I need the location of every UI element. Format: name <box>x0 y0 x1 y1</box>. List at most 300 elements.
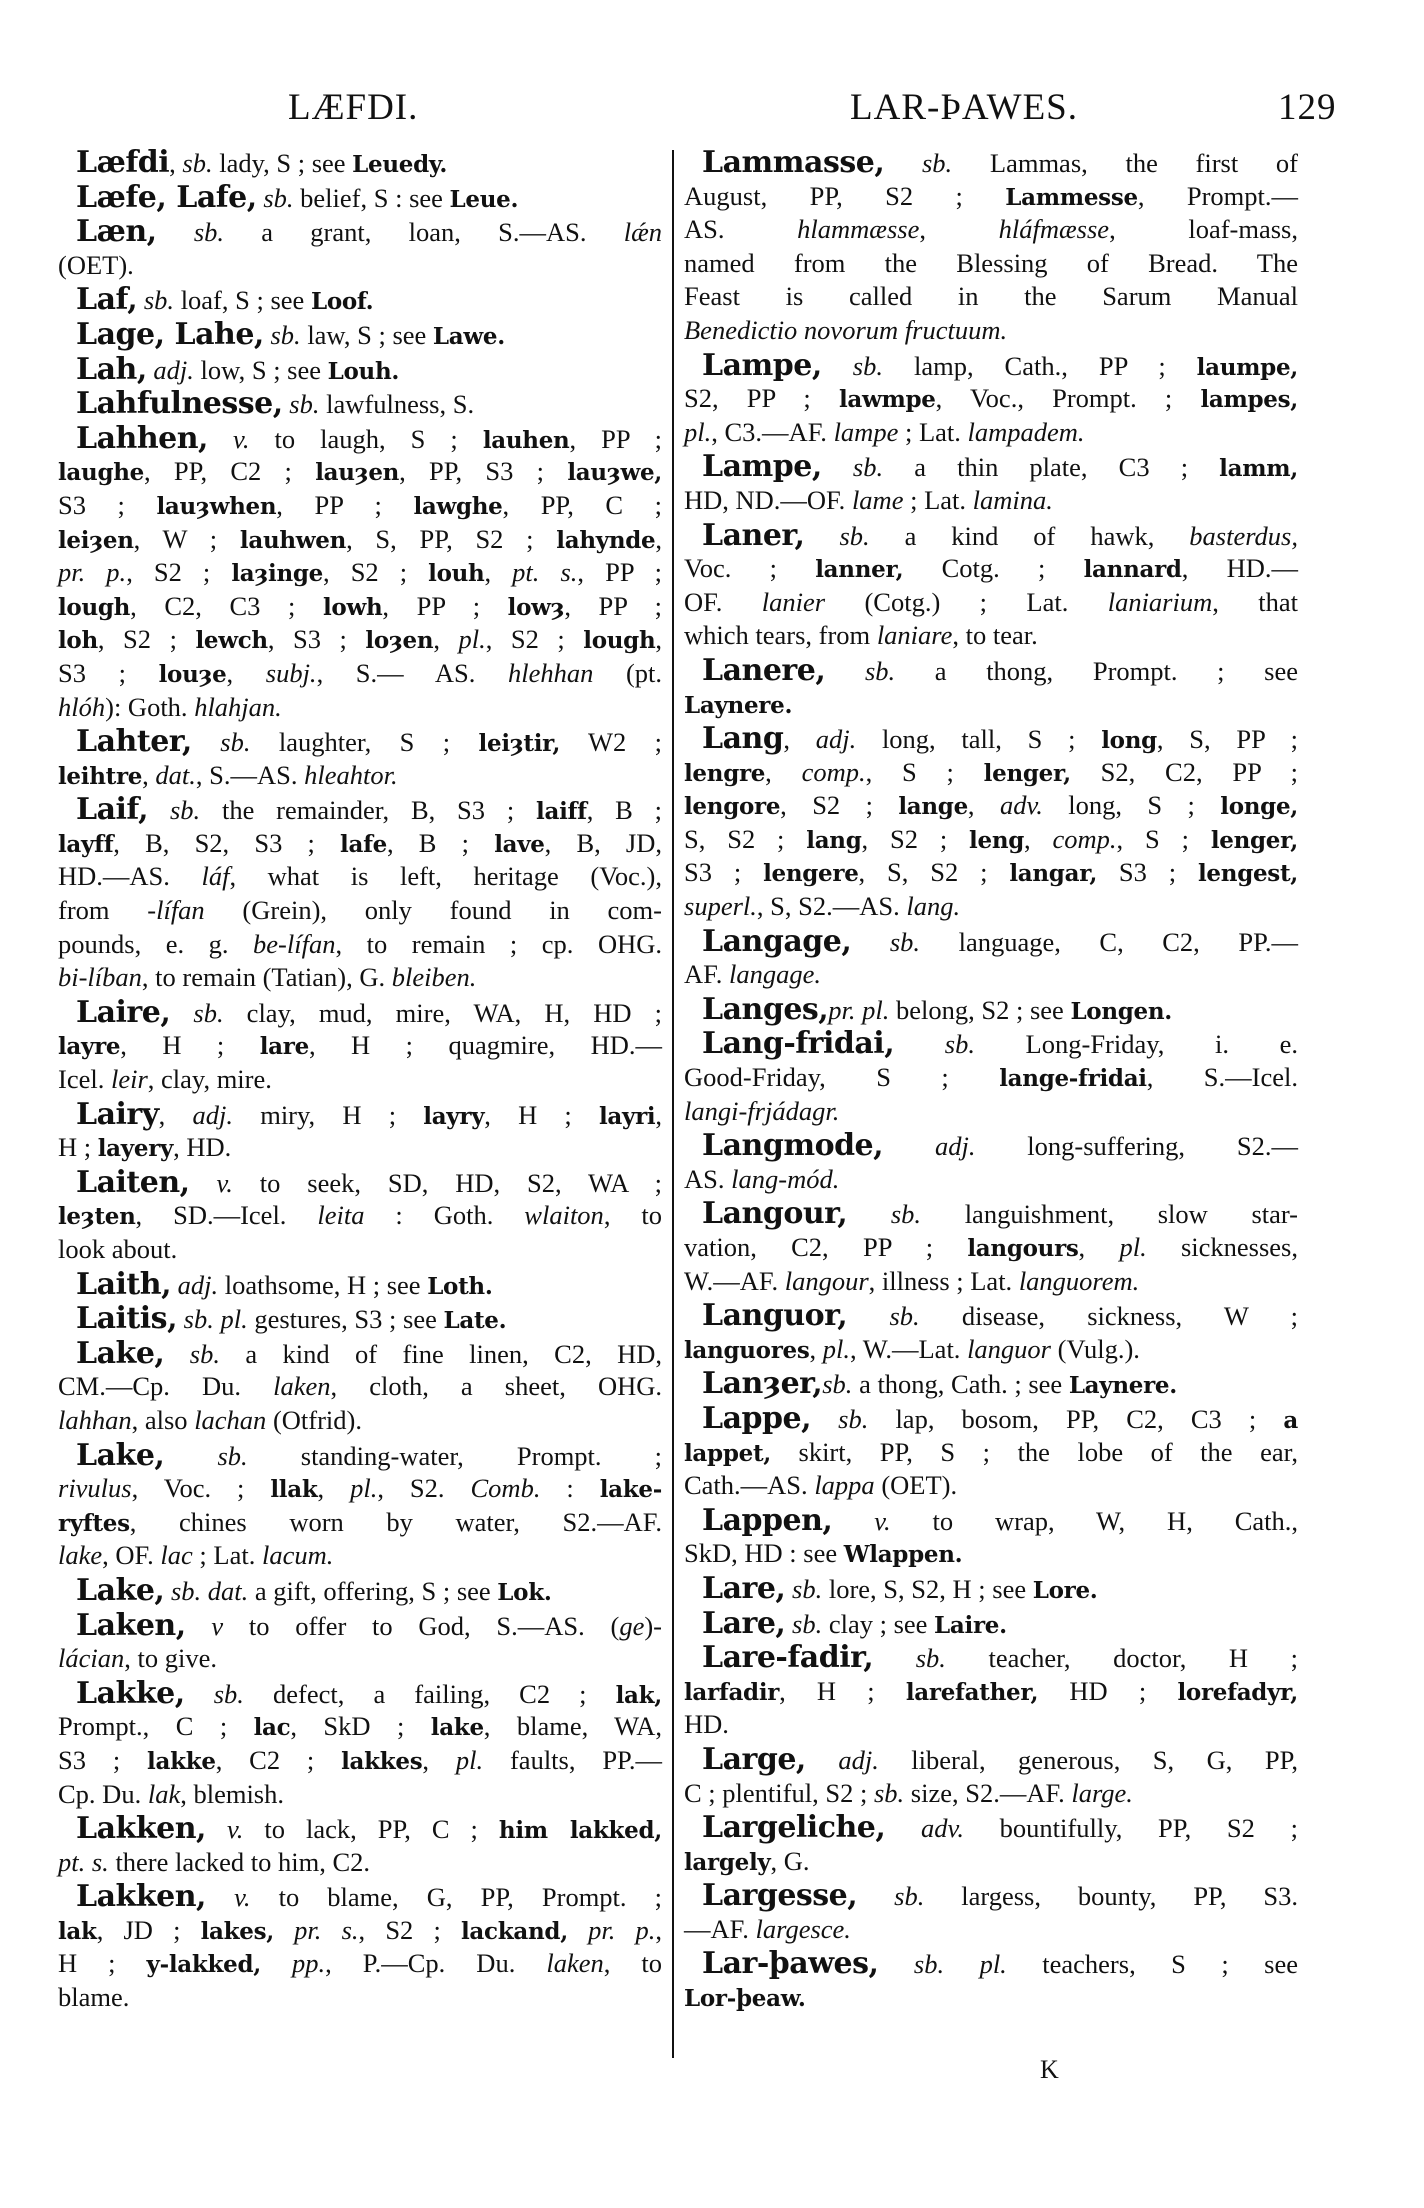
headword: Lampe, <box>702 449 822 485</box>
italic-text: adj. <box>815 724 857 755</box>
text: , <box>655 624 662 655</box>
entry-headline <box>58 215 662 249</box>
headword: Lahhen, <box>76 420 208 456</box>
text <box>822 452 853 482</box>
text: , S, S2 ; <box>858 857 1010 888</box>
entry-line <box>684 1981 1298 2015</box>
italic-text: Benedictio novorum fructuum. <box>684 314 1008 345</box>
entry-headline <box>684 1572 1298 1606</box>
entry-line <box>684 1436 1298 1470</box>
variant-form: lengore <box>684 793 781 821</box>
text: , B, JD, <box>544 827 662 858</box>
text: law, S ; see <box>300 319 433 350</box>
variant-form: Leuedy. <box>352 151 448 178</box>
text: belong, S2 ; see <box>889 994 1071 1025</box>
italic-text: adv. <box>999 790 1043 821</box>
text: , S2 ; <box>780 790 899 821</box>
italic-text: lake <box>58 1540 103 1571</box>
text: August, PP, S2 ; <box>684 180 1006 211</box>
text: , <box>765 756 802 787</box>
italic-text: sb. <box>213 1678 244 1709</box>
text: S2, PP ; <box>684 383 839 414</box>
headword: Lahter, <box>76 724 192 760</box>
entry-line <box>684 1845 1298 1879</box>
text <box>851 927 890 957</box>
text: Lammas, the first of <box>952 148 1298 178</box>
text: , <box>317 1473 351 1504</box>
italic-text: lang-mód. <box>731 1163 840 1194</box>
entry-line <box>684 586 1298 620</box>
variant-form: Loof. <box>310 288 374 316</box>
variant-form: ryftes <box>58 1509 130 1537</box>
entry-headline <box>58 793 662 827</box>
italic-text: hlóh <box>58 691 106 722</box>
text: , to remain (Tatian), G. <box>141 962 392 993</box>
text: , to tear. <box>952 620 1038 651</box>
headword: Lah, <box>76 351 147 387</box>
entry-line <box>684 213 1298 247</box>
italic-text: lamina. <box>972 484 1053 515</box>
headword: Laf, <box>76 282 138 318</box>
italic-text: leir <box>110 1064 148 1095</box>
italic-text: sb. <box>921 148 953 178</box>
entry-line <box>58 523 662 557</box>
variant-form: lauȝwhen <box>156 492 277 520</box>
text <box>811 1404 838 1434</box>
headword: Lakken, <box>76 1879 206 1915</box>
text: , H ; <box>120 1030 260 1061</box>
italic-text: v. <box>234 1882 251 1913</box>
text: S3 ; <box>684 857 764 888</box>
text: S3 ; <box>58 657 159 688</box>
italic-text: adj. <box>192 1099 233 1130</box>
text: , S2 ; <box>358 1914 461 1945</box>
entry-line <box>684 314 1298 348</box>
entry-headline <box>684 1402 1298 1436</box>
text: long, tall, S ; <box>856 724 1102 755</box>
headword: Langage, <box>702 923 852 959</box>
text: , also <box>131 1404 195 1435</box>
variant-form: lahynde <box>556 526 656 554</box>
text: AS. <box>684 1163 732 1194</box>
italic-text: languor <box>967 1333 1051 1364</box>
text: S3 ; <box>58 489 157 520</box>
running-header-right: LAR-ÞAWES. <box>850 87 1079 128</box>
italic-text: hlammæsse <box>797 214 920 245</box>
text: , illness ; Lat. <box>868 1265 1019 1296</box>
text <box>822 351 853 381</box>
text <box>137 285 144 315</box>
variant-form: a <box>1283 1406 1298 1434</box>
variant-form: lorefadyr, <box>1177 1678 1298 1706</box>
entry-headline <box>58 146 662 180</box>
headword: Largeliche, <box>702 1810 886 1846</box>
entry-line <box>58 1981 662 2015</box>
text <box>832 1506 874 1536</box>
variant-form: Laire. <box>934 1611 1007 1639</box>
variant-form: languores <box>684 1336 810 1364</box>
headword: Laith, <box>76 1266 172 1302</box>
entry-line <box>58 1370 662 1404</box>
italic-text: lahhan <box>58 1404 132 1435</box>
text: , Prompt.— <box>1137 180 1298 211</box>
text: —AF. <box>684 1913 756 1944</box>
italic-text: langour <box>784 1265 869 1296</box>
entry-headline <box>58 422 662 456</box>
italic-text: superl. <box>684 891 757 922</box>
italic-text: sb. dat. <box>170 1575 249 1606</box>
text: Cath.—AS. <box>684 1470 815 1501</box>
text <box>261 1948 292 1978</box>
headword: Largesse, <box>702 1878 858 1914</box>
entry-line <box>58 1472 662 1506</box>
text: defect, a failing, C2 ; <box>243 1678 616 1709</box>
text: , <box>655 523 662 554</box>
text: to blame, G, PP, Prompt. ; <box>250 1882 662 1913</box>
entry-headline <box>58 318 662 352</box>
text: Feast is called in the Sarum Manual <box>684 281 1298 312</box>
entry-line <box>58 657 662 691</box>
text: , to <box>603 1200 662 1231</box>
italic-text: sb. pl. <box>913 1949 1007 1980</box>
variant-form: lappet, <box>684 1439 771 1467</box>
text: , cloth, a sheet, OHG. <box>330 1371 662 1402</box>
entry-headline <box>58 1609 662 1643</box>
text: belief, S : see <box>293 182 450 213</box>
variant-form: him lakked, <box>498 1817 663 1845</box>
text: lore, S, S2, H ; see <box>822 1573 1033 1604</box>
text: Cotg. ; <box>903 553 1084 584</box>
italic-text: adj. <box>934 1131 976 1162</box>
italic-text: sb. <box>894 1881 925 1912</box>
variant-form: lange <box>898 793 968 821</box>
text <box>164 1441 217 1471</box>
text: largess, bounty, PP, S3. <box>924 1881 1299 1912</box>
text <box>148 795 170 825</box>
italic-text: pt. s. <box>512 557 578 588</box>
text <box>884 148 922 178</box>
headword: Langmode, <box>702 1128 884 1164</box>
text <box>192 727 220 757</box>
text: HD, ND.—OF. <box>684 484 852 515</box>
text: , PP ; <box>564 590 662 621</box>
italic-text: pl. <box>684 416 712 447</box>
italic-text: largesce. <box>755 1913 851 1944</box>
headword: Languor, <box>702 1298 848 1334</box>
variant-form: Laynere. <box>684 691 793 719</box>
italic-text: hleahtor. <box>304 759 398 790</box>
entry-line <box>58 1404 662 1438</box>
text: , H ; <box>779 1675 906 1706</box>
text <box>785 1609 792 1639</box>
text: , S.— AS. <box>316 657 508 688</box>
left-column <box>58 146 662 2015</box>
text: , <box>422 1744 456 1775</box>
entry-headline <box>684 1367 1298 1401</box>
entry-headline <box>684 1197 1298 1231</box>
text: to seek, SD, HD, S2, WA ; <box>232 1167 662 1198</box>
italic-text: lǽn <box>623 217 663 248</box>
italic-text: v. <box>874 1505 891 1536</box>
headword: Lar-þawes, <box>702 1946 879 1982</box>
entry-headline <box>684 1743 1298 1777</box>
entry-line <box>684 484 1298 518</box>
text: , <box>142 759 156 790</box>
text: , clay, mire. <box>147 1064 272 1095</box>
italic-text: pl. <box>1119 1232 1147 1262</box>
variant-form: lackand, <box>461 1917 568 1945</box>
entry-line <box>684 856 1298 890</box>
italic-text: hlehhan <box>507 657 594 688</box>
italic-text: lac <box>160 1540 193 1571</box>
text: languishment, slow star- <box>921 1199 1299 1230</box>
entry-line <box>684 180 1298 214</box>
text: gestures, S3 ; see <box>247 1304 444 1335</box>
text: , PP, C2 ; <box>144 456 316 487</box>
entry-line <box>58 1539 662 1573</box>
entry-line <box>684 1913 1298 1947</box>
entry-line <box>684 958 1298 992</box>
entry-line <box>684 890 1298 924</box>
entry-line <box>58 455 662 489</box>
text: , to <box>603 1948 662 1979</box>
text: AS. <box>684 214 798 245</box>
text: , PP, C ; <box>502 489 663 520</box>
text: , chines worn by water, S2.—AF. <box>129 1506 662 1537</box>
text: long, S ; <box>1042 790 1221 821</box>
text: , W.—Lat. <box>850 1333 968 1364</box>
text: H ; <box>58 1132 98 1163</box>
headword: Lare, <box>702 1570 786 1606</box>
variant-form: laȝinge <box>231 560 324 588</box>
text: , S2. <box>377 1473 471 1504</box>
text <box>885 1813 921 1843</box>
variant-form: laumpe, <box>1196 353 1298 381</box>
italic-text: wlaiton <box>524 1200 604 1231</box>
entry-headline <box>684 1607 1298 1641</box>
variant-form: lawghe <box>413 492 503 520</box>
text: look about. <box>58 1234 178 1264</box>
italic-text: sb. <box>889 1301 920 1332</box>
text: a thin plate, C3 ; <box>883 452 1220 483</box>
entry-line <box>58 1846 662 1880</box>
text: blame. <box>58 1982 130 2013</box>
italic-text: sb. <box>890 1199 922 1230</box>
entry-headline <box>684 654 1298 688</box>
text: , C2 ; <box>215 1744 342 1775</box>
right-column <box>684 146 1298 2015</box>
text <box>190 1168 217 1198</box>
italic-text: sb. <box>193 997 224 1028</box>
text: to laugh, S ; <box>249 423 483 454</box>
variant-form: Late. <box>443 1307 507 1335</box>
variant-form: lowh <box>322 593 383 621</box>
variant-form: y-lakked, <box>146 1951 261 1979</box>
italic-text: sb. <box>143 285 175 316</box>
variant-form: lakkes <box>341 1747 423 1775</box>
text <box>177 1304 184 1334</box>
text: SkD, HD : see <box>684 1538 844 1569</box>
variant-form: Lammesse <box>1005 183 1138 211</box>
headword: Lakken, <box>76 1811 206 1847</box>
variant-form: lenger, <box>983 759 1071 787</box>
italic-text: pr. s. <box>294 1914 359 1945</box>
entry-headline <box>684 1129 1298 1163</box>
entry-line <box>58 1199 662 1233</box>
entry-line <box>58 1233 662 1267</box>
text: , C3.—AF. <box>711 416 834 447</box>
italic-text: adj. <box>838 1744 879 1775</box>
entry-line <box>58 1710 662 1744</box>
entry-line <box>684 1675 1298 1709</box>
text: named from the Blessing of Bread. The <box>684 247 1298 278</box>
text: the remainder, B, S3 ; <box>200 795 537 826</box>
variant-form: leiȝtir, <box>478 730 561 758</box>
text: Long-Friday, i. e. <box>974 1029 1298 1060</box>
text: W2 ; <box>560 727 662 758</box>
text: a gift, offering, S ; see <box>248 1575 498 1606</box>
headword: Lappen, <box>702 1502 833 1538</box>
text: Voc. ; <box>684 553 816 584</box>
headword: Lakke, <box>76 1675 185 1711</box>
text: , that <box>1212 586 1298 617</box>
text: a kind of hawk, <box>869 520 1190 551</box>
text: lamp, Cath., PP ; <box>882 350 1197 381</box>
variant-form: lewch <box>195 627 268 655</box>
headword: Lanȝer, <box>702 1366 823 1402</box>
variant-form: lough <box>583 627 656 655</box>
entry-line <box>58 1778 662 1812</box>
italic-text: v <box>211 1610 224 1641</box>
entry-line <box>684 552 1298 586</box>
text: teachers, S ; see <box>1006 1949 1298 1980</box>
text: , B ; <box>586 795 663 826</box>
text: , <box>655 1914 662 1945</box>
text: faults, PP.— <box>483 1744 662 1775</box>
text <box>206 1814 227 1844</box>
entry-line <box>58 590 662 624</box>
variant-form: layry <box>423 1102 485 1130</box>
italic-text: laken <box>546 1948 604 1979</box>
text <box>805 521 840 551</box>
entry-line <box>58 1506 662 1540</box>
headword: Lampe, <box>702 347 822 383</box>
entry-line <box>58 1744 662 1778</box>
entry-headline <box>684 1811 1298 1845</box>
entry-line <box>58 489 662 523</box>
entry-headline <box>58 1880 662 1914</box>
text: skirt, PP, S ; the lobe of the ear, <box>770 1436 1298 1467</box>
text: , <box>967 790 1000 821</box>
variant-form: Lore. <box>1032 1576 1098 1604</box>
entry-line <box>58 1947 662 1981</box>
variant-form: lawmpe <box>838 386 936 414</box>
text: , H ; quagmire, HD.— <box>308 1030 662 1061</box>
variant-form: layff <box>58 830 114 858</box>
variant-form: lafe <box>340 830 388 858</box>
text: , <box>783 724 816 755</box>
text: : <box>540 1473 600 1504</box>
entry-line <box>684 688 1298 722</box>
entry-headline <box>684 722 1298 756</box>
text: , H ; <box>484 1099 599 1130</box>
variant-form: Louh. <box>327 357 400 385</box>
italic-text: v. <box>233 423 250 454</box>
italic-text: comp. <box>801 756 866 787</box>
entry-headline <box>684 1299 1298 1333</box>
text: Icel. <box>58 1064 111 1095</box>
headword: Laitis, <box>76 1301 178 1337</box>
text: Good-Friday, S ; <box>684 1062 1000 1093</box>
text: loathsome, H ; see <box>218 1269 428 1300</box>
italic-text: sb. <box>839 520 870 551</box>
text: , Voc. ; <box>131 1473 271 1504</box>
text <box>568 1915 588 1945</box>
text: , S, S2.—AS. <box>756 891 907 922</box>
text <box>878 1949 913 1979</box>
italic-text: leita <box>317 1200 365 1231</box>
entry-line <box>684 1095 1298 1129</box>
variant-form: lanner, <box>815 556 904 584</box>
italic-text: láf <box>201 861 230 892</box>
text: clay, mud, mire, WA, H, HD ; <box>223 997 662 1028</box>
entry-line <box>58 894 662 928</box>
italic-text: v. <box>216 1167 233 1198</box>
text: (Grein), only found in com- <box>204 895 662 926</box>
italic-text: sb. <box>889 926 921 957</box>
variant-form: lakke <box>147 1747 216 1775</box>
text: long-suffering, S2.— <box>975 1131 1299 1162</box>
entry-line <box>58 623 662 657</box>
headword: Lappe, <box>702 1400 812 1436</box>
text: , W ; <box>133 523 240 554</box>
headword: Lammasse, <box>702 145 885 180</box>
variant-form: laughe <box>58 459 144 487</box>
entry-line <box>58 860 662 894</box>
text: , SD.—Icel. <box>135 1200 318 1231</box>
text: , S ; <box>865 756 984 787</box>
text: (Vulg.). <box>1051 1333 1140 1364</box>
variant-form: larfadir <box>684 1678 780 1706</box>
text: S2, C2, PP ; <box>1070 756 1298 787</box>
entry-line <box>684 280 1298 314</box>
text <box>894 1029 945 1059</box>
italic-text: v. <box>226 1814 244 1845</box>
entry-headline <box>58 283 662 317</box>
italic-text: bleiben. <box>391 962 477 993</box>
italic-text: pl. <box>455 1744 484 1775</box>
italic-text: pt. s. <box>58 1846 109 1877</box>
variant-form: layery <box>97 1135 174 1163</box>
text: , OF. <box>102 1540 161 1571</box>
text: , <box>484 557 513 588</box>
entry-line <box>684 247 1298 281</box>
text: , PP, S3 ; <box>399 456 568 487</box>
italic-text: lak <box>147 1778 181 1809</box>
italic-text: lanier <box>761 586 826 617</box>
variant-form: langours <box>967 1235 1079 1262</box>
entry-line <box>58 1642 662 1676</box>
text <box>847 1301 889 1331</box>
text <box>847 1199 891 1229</box>
text: , S ; <box>1116 823 1211 854</box>
entry-line <box>58 1131 662 1165</box>
text: , PP ; <box>382 590 508 621</box>
text: S, S2 ; <box>684 823 807 854</box>
text: , what is left, heritage (Voc.), <box>229 861 662 892</box>
text <box>206 1882 234 1912</box>
entry-line <box>684 756 1298 790</box>
